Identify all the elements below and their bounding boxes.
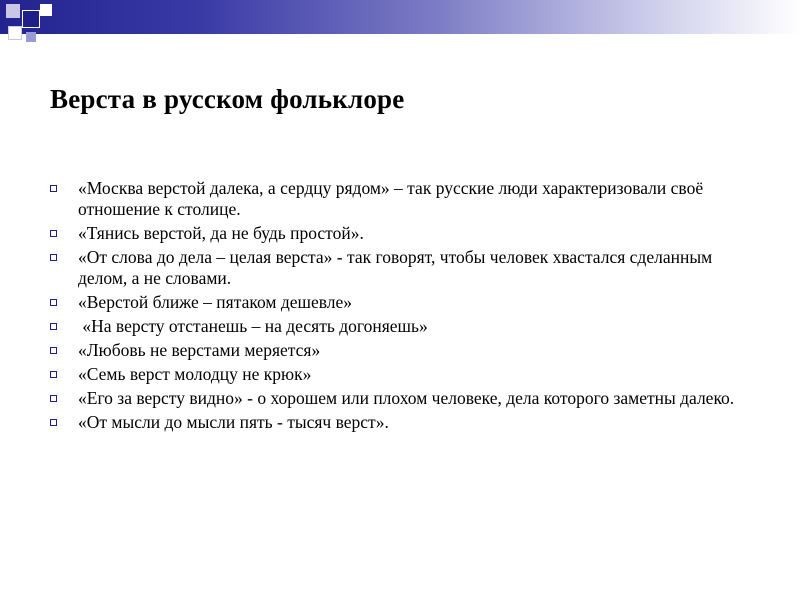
list-item <box>50 340 750 361</box>
list-item <box>50 223 750 244</box>
bullet-text: «Семь верст молодцу не крюк» <box>78 364 312 384</box>
list-item <box>50 316 750 337</box>
bullet-text: «На версту отстанешь – на десять догоняешь» <box>78 316 428 336</box>
hollow-square-bullet-icon <box>50 299 57 306</box>
hollow-square-bullet-icon <box>50 419 57 426</box>
list-item <box>50 247 750 289</box>
list-item <box>50 364 750 385</box>
hollow-square-bullet-icon <box>50 371 57 378</box>
list-item <box>50 412 750 433</box>
hollow-square-bullet-icon <box>50 347 57 354</box>
decor-square-icon <box>8 26 22 40</box>
header-gradient-band <box>0 0 800 34</box>
bullet-text: «Верстой ближе – пятаком дешевле» <box>78 292 353 312</box>
decor-square-icon <box>26 32 36 42</box>
bullet-text: «Тянись верстой, да не будь простой». <box>78 223 364 243</box>
decor-square-icon <box>6 4 20 18</box>
hollow-square-bullet-icon <box>50 323 57 330</box>
slide-title: Верста в русском фольклоре <box>50 84 405 114</box>
hollow-square-bullet-icon <box>50 185 57 192</box>
list-item <box>50 388 750 409</box>
bullet-text: «Москва верстой далека, а сердцу рядом» – так русские люди характеризовали своё отношение к столице. <box>78 178 704 219</box>
hollow-square-bullet-icon <box>50 230 57 237</box>
bullet-text: «Любовь не верстами меряется» <box>78 340 321 360</box>
hollow-square-bullet-icon <box>50 395 57 402</box>
list-item <box>50 178 750 220</box>
bullet-text: «От мысли до мысли пять - тысяч верст». <box>78 412 389 432</box>
decor-square-icon <box>40 4 52 16</box>
decor-square-icon <box>22 10 40 28</box>
bullet-text: «От слова до дела – целая верста» - так говорят, чтобы человек хвастался сделанным делом, а не словами. <box>78 247 713 288</box>
list-item <box>50 292 750 313</box>
bullet-list <box>50 178 750 436</box>
hollow-square-bullet-icon <box>50 254 57 261</box>
bullet-text: «Его за версту видно» - о хорошем или плохом человеке, дела которого заметны далеко. <box>78 388 735 408</box>
blue-squares-decoration-icon <box>0 0 60 56</box>
